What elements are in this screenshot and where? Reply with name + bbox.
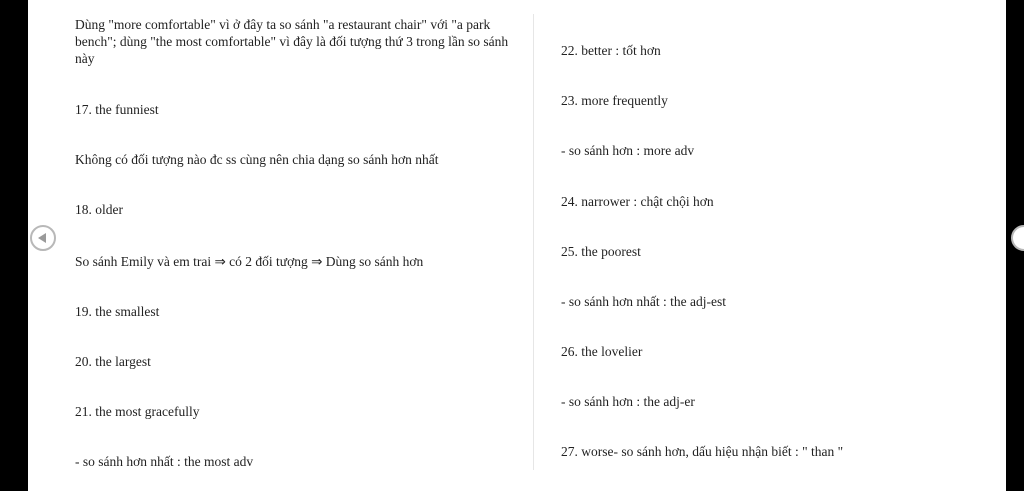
answer-line: 18. older	[75, 202, 123, 217]
explanation-line: - so sánh hơn : more adv	[561, 143, 695, 158]
explanation-paragraph: Dùng "more comfortable" vì ở đây ta so sánh "a restaurant chair" với "a park bench"; dùng "the most comfortable" vì đây là đối tượng thứ 3 trong lần so sánh này	[75, 17, 509, 66]
left-column	[75, 0, 525, 491]
next-page-button[interactable]	[1011, 225, 1024, 251]
document-page	[28, 0, 1006, 491]
answer-line: 24. narrower : chật chội hơn	[561, 194, 714, 209]
chevron-left-icon	[38, 233, 46, 243]
explanation-line: - so sánh hơn : the adj-er	[561, 394, 695, 409]
answer-line: 20. the largest	[75, 354, 151, 369]
right-column	[561, 0, 1001, 491]
explanation-line: Không có đối tượng nào đc ss cùng nên chia dạng so sánh hơn nhất	[75, 152, 439, 167]
answer-line: 19. the smallest	[75, 304, 160, 319]
explanation-line: - so sánh hơn nhất : the most adv	[75, 454, 254, 469]
answer-line: 21. the most gracefully	[75, 404, 200, 419]
explanation-line: - so sánh hơn nhất : the adj-est	[561, 294, 726, 309]
answer-line: 22. better : tốt hơn	[561, 43, 661, 58]
answer-line: 17. the funniest	[75, 102, 159, 117]
answer-line: 25. the poorest	[561, 244, 641, 259]
column-divider	[533, 14, 534, 470]
explanation-line: So sánh Emily và em trai ⇒ có 2 đối tượng ⇒ Dùng so sánh hơn	[75, 254, 424, 269]
answer-line: 23. more frequently	[561, 93, 668, 108]
answer-line: 27. worse- so sánh hơn, dấu hiệu nhận biết : " than "	[561, 444, 844, 459]
answer-line: 26. the lovelier	[561, 344, 643, 359]
prev-page-button[interactable]	[30, 225, 56, 251]
